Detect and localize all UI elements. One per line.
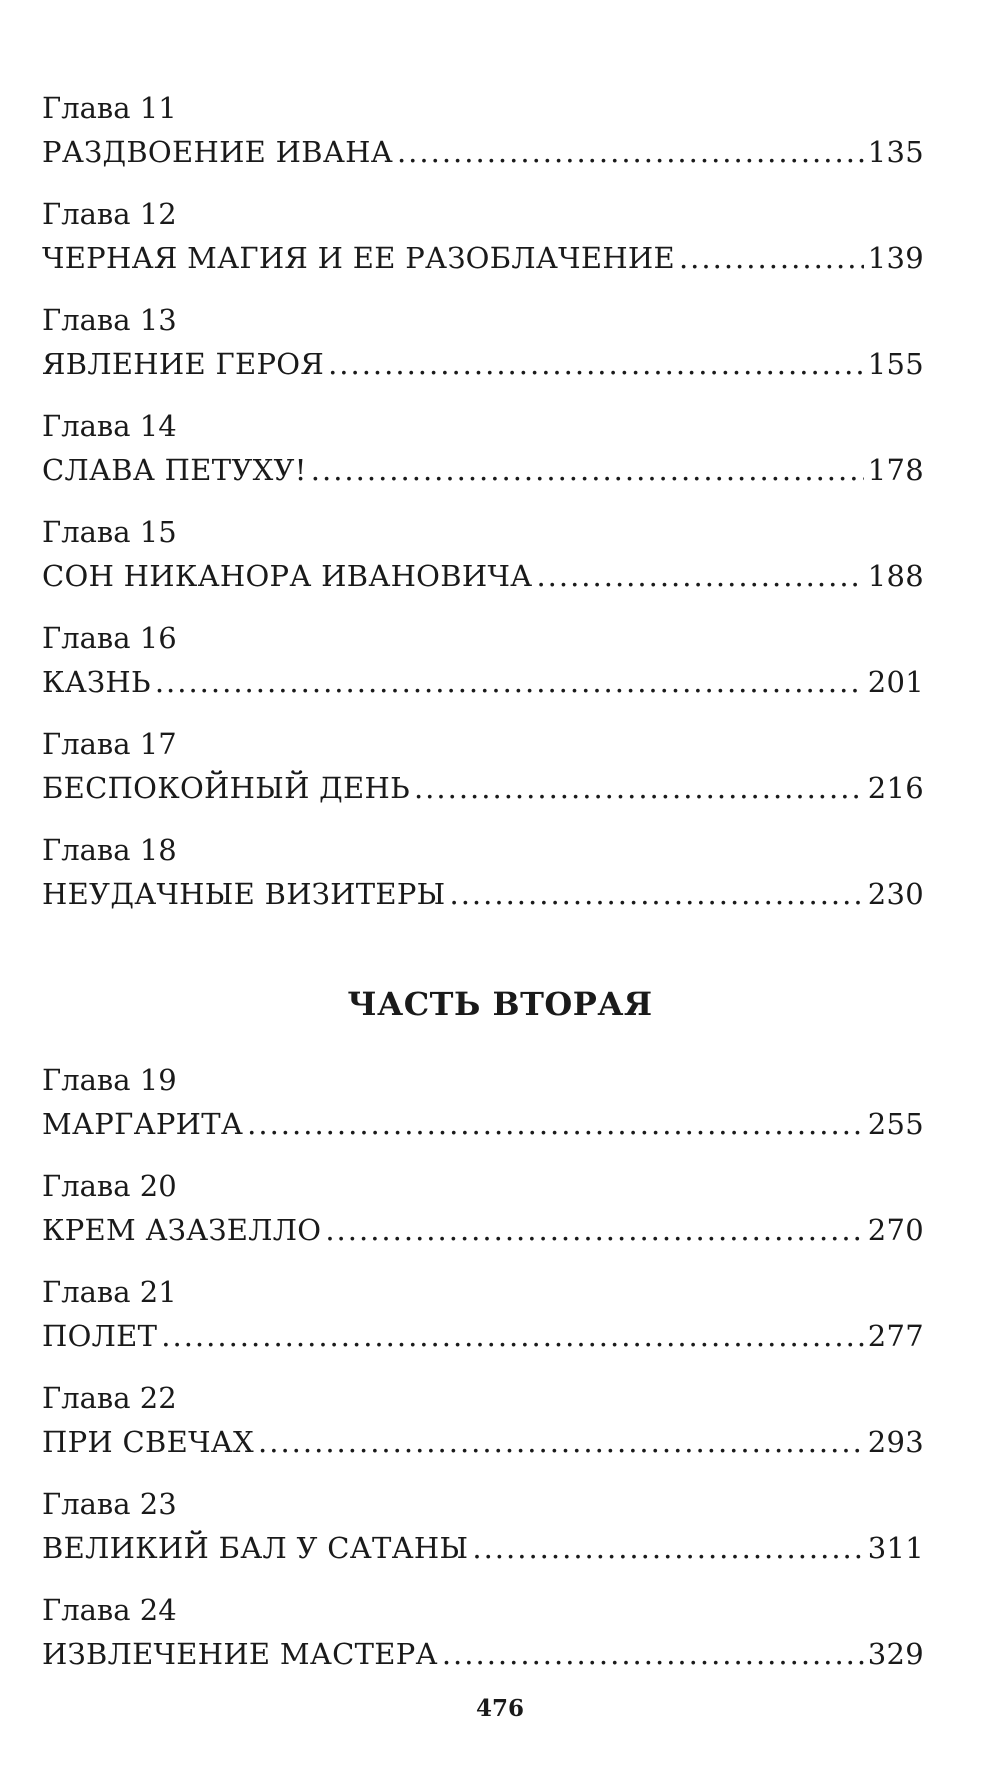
dot-leader xyxy=(155,660,864,704)
part-two-heading: ЧАСТЬ ВТОРАЯ xyxy=(347,985,653,1023)
page-number: 230 xyxy=(867,877,924,911)
toc-entry-chapter-18 xyxy=(42,830,924,936)
page-folio-number: 476 xyxy=(475,1695,524,1722)
toc-entry-chapter-16 xyxy=(42,618,924,724)
dot-leader xyxy=(328,342,864,386)
page-number: 201 xyxy=(867,665,924,699)
toc-entry-chapter-22 xyxy=(42,1378,924,1484)
toc-title-row xyxy=(42,130,924,174)
dot-leader xyxy=(258,1420,864,1464)
toc-entry-chapter-11 xyxy=(42,88,924,194)
toc-title-row xyxy=(42,448,924,492)
chapter-title: КАЗНЬ xyxy=(42,665,151,699)
page-number: 329 xyxy=(867,1637,924,1671)
chapter-label: Глава 17 xyxy=(42,727,177,761)
chapter-label: Глава 15 xyxy=(42,515,177,549)
chapter-label: Глава 20 xyxy=(42,1169,177,1203)
page-number: 216 xyxy=(867,771,924,805)
toc-title-row xyxy=(42,660,924,704)
chapter-title: РАЗДВОЕНИЕ ИВАНА xyxy=(42,135,393,169)
chapter-label: Глава 12 xyxy=(42,197,177,231)
chapter-title: ВЕЛИКИЙ БАЛ У САТАНЫ xyxy=(42,1531,469,1565)
dot-leader xyxy=(161,1314,863,1358)
dot-leader xyxy=(442,1632,864,1676)
dot-leader xyxy=(450,872,864,916)
toc-entry-chapter-13 xyxy=(42,300,924,406)
chapter-label: Глава 24 xyxy=(42,1593,177,1627)
page-number: 277 xyxy=(867,1319,924,1353)
chapter-label: Глава 14 xyxy=(42,409,177,443)
chapter-label: Глава 21 xyxy=(42,1275,177,1309)
dot-leader xyxy=(472,1526,863,1570)
dot-leader xyxy=(536,554,863,598)
toc-title-row xyxy=(42,236,924,280)
page-number: 293 xyxy=(867,1425,924,1459)
dot-leader xyxy=(414,766,864,810)
chapter-title: ЧЕРНАЯ МАГИЯ И ЕЕ РАЗОБЛАЧЕНИЕ xyxy=(42,241,675,275)
page-number: 178 xyxy=(867,453,924,487)
toc-part-one-list xyxy=(42,88,924,936)
chapter-title: КРЕМ АЗАЗЕЛЛО xyxy=(42,1213,322,1247)
toc-title-row xyxy=(42,1526,924,1570)
page-number: 139 xyxy=(867,241,924,275)
dot-leader xyxy=(397,130,864,174)
toc-title-row xyxy=(42,1632,924,1676)
chapter-label: Глава 13 xyxy=(42,303,177,337)
toc-title-row xyxy=(42,1208,924,1252)
page-number: 270 xyxy=(867,1213,924,1247)
chapter-title: БЕСПОКОЙНЫЙ ДЕНЬ xyxy=(42,771,410,805)
chapter-label: Глава 19 xyxy=(42,1063,177,1097)
page-number: 155 xyxy=(867,347,924,381)
chapter-title: ЯВЛЕНИЕ ГЕРОЯ xyxy=(42,347,325,381)
toc-entry-chapter-15 xyxy=(42,512,924,618)
toc-title-row xyxy=(42,1420,924,1464)
toc-entry-chapter-19 xyxy=(42,1060,924,1166)
chapter-title: ПОЛЕТ xyxy=(42,1319,158,1353)
toc-entry-chapter-12 xyxy=(42,194,924,300)
chapter-label: Глава 11 xyxy=(42,91,177,125)
chapter-title: ИЗВЛЕЧЕНИЕ МАСТЕРА xyxy=(42,1637,438,1671)
toc-title-row xyxy=(42,1314,924,1358)
toc-title-row xyxy=(42,554,924,598)
page-number: 188 xyxy=(867,559,924,593)
chapter-title: ПРИ СВЕЧАХ xyxy=(42,1425,255,1459)
dot-leader xyxy=(679,236,864,280)
dot-leader xyxy=(247,1102,864,1146)
chapter-label: Глава 23 xyxy=(42,1487,177,1521)
toc-entry-chapter-21 xyxy=(42,1272,924,1378)
chapter-label: Глава 22 xyxy=(42,1381,177,1415)
toc-title-row xyxy=(42,872,924,916)
toc-entry-chapter-23 xyxy=(42,1484,924,1590)
chapter-label: Глава 18 xyxy=(42,833,177,867)
dot-leader xyxy=(325,1208,863,1252)
toc-entry-chapter-17 xyxy=(42,724,924,830)
chapter-title: НЕУДАЧНЫЕ ВИЗИТЕРЫ xyxy=(42,877,446,911)
page-number: 255 xyxy=(867,1107,924,1141)
toc-title-row xyxy=(42,766,924,810)
toc-part-two-list xyxy=(42,1060,924,1696)
chapter-label: Глава 16 xyxy=(42,621,177,655)
page-number: 135 xyxy=(867,135,924,169)
toc-title-row xyxy=(42,1102,924,1146)
chapter-title: МАРГАРИТА xyxy=(42,1107,244,1141)
chapter-title: СЛАВА ПЕТУХУ! xyxy=(42,453,307,487)
dot-leader xyxy=(311,448,864,492)
toc-entry-chapter-14 xyxy=(42,406,924,512)
toc-entry-chapter-20 xyxy=(42,1166,924,1272)
toc-entry-chapter-24 xyxy=(42,1590,924,1696)
page-number: 311 xyxy=(867,1531,924,1565)
chapter-title: СОН НИКАНОРА ИВАНОВИЧА xyxy=(42,559,533,593)
toc-title-row xyxy=(42,342,924,386)
